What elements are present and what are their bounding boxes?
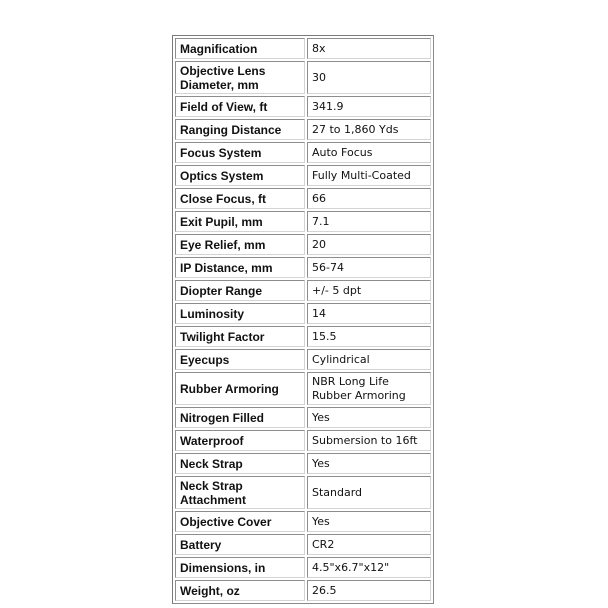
spec-label: IP Distance, mm [175,257,305,278]
table-row [175,580,431,601]
spec-value: 26.5 [307,580,431,601]
table-row [175,38,431,59]
spec-value: 15.5 [307,326,431,347]
table-row [175,372,431,405]
table-row [175,280,431,301]
table-row [175,511,431,532]
spec-label: Close Focus, ft [175,188,305,209]
spec-value: Cylindrical [307,349,431,370]
spec-label: Focus System [175,142,305,163]
spec-label: Neck Strap [175,453,305,474]
spec-value: +/- 5 dpt [307,280,431,301]
spec-value: Standard [307,476,431,509]
spec-label: Exit Pupil, mm [175,211,305,232]
spec-label: Objective Lens Diameter, mm [175,61,305,94]
spec-value: 27 to 1,860 Yds [307,119,431,140]
table-row [175,453,431,474]
spec-label: Diopter Range [175,280,305,301]
table-row [175,557,431,578]
spec-value: Yes [307,407,431,428]
spec-label: Battery [175,534,305,555]
table-row [175,119,431,140]
spec-label: Optics System [175,165,305,186]
spec-value: 20 [307,234,431,255]
spec-value: Submersion to 16ft [307,430,431,451]
spec-value: Fully Multi-Coated [307,165,431,186]
spec-value: 7.1 [307,211,431,232]
spec-label: Magnification [175,38,305,59]
table-row [175,234,431,255]
table-row [175,61,431,94]
spec-value: 4.5"x6.7"x12" [307,557,431,578]
table-row [175,326,431,347]
spec-label: Waterproof [175,430,305,451]
spec-label: Twilight Factor [175,326,305,347]
spec-label: Eye Relief, mm [175,234,305,255]
spec-value: 14 [307,303,431,324]
table-row [175,257,431,278]
spec-label: Ranging Distance [175,119,305,140]
spec-value: 66 [307,188,431,209]
spec-label: Weight, oz [175,580,305,601]
spec-value: NBR Long Life Rubber Armoring [307,372,431,405]
table-row [175,534,431,555]
table-row [175,211,431,232]
table-row [175,96,431,117]
spec-label: Field of View, ft [175,96,305,117]
table-row [175,165,431,186]
spec-table [173,36,433,603]
spec-value: 341.9 [307,96,431,117]
spec-value: Yes [307,511,431,532]
table-row [175,349,431,370]
spec-label: Objective Cover [175,511,305,532]
table-row [175,407,431,428]
spec-value: Auto Focus [307,142,431,163]
spec-value: 30 [307,61,431,94]
spec-label: Rubber Armoring [175,372,305,405]
spec-value: 56-74 [307,257,431,278]
spec-value: 8x [307,38,431,59]
spec-label: Nitrogen Filled [175,407,305,428]
spec-value: Yes [307,453,431,474]
table-row [175,430,431,451]
spec-label: Eyecups [175,349,305,370]
spec-label: Neck Strap Attachment [175,476,305,509]
spec-value: CR2 [307,534,431,555]
spec-table-frame [172,35,434,604]
spec-label: Dimensions, in [175,557,305,578]
table-row [175,303,431,324]
table-row [175,142,431,163]
spec-label: Luminosity [175,303,305,324]
table-row [175,188,431,209]
table-row [175,476,431,509]
